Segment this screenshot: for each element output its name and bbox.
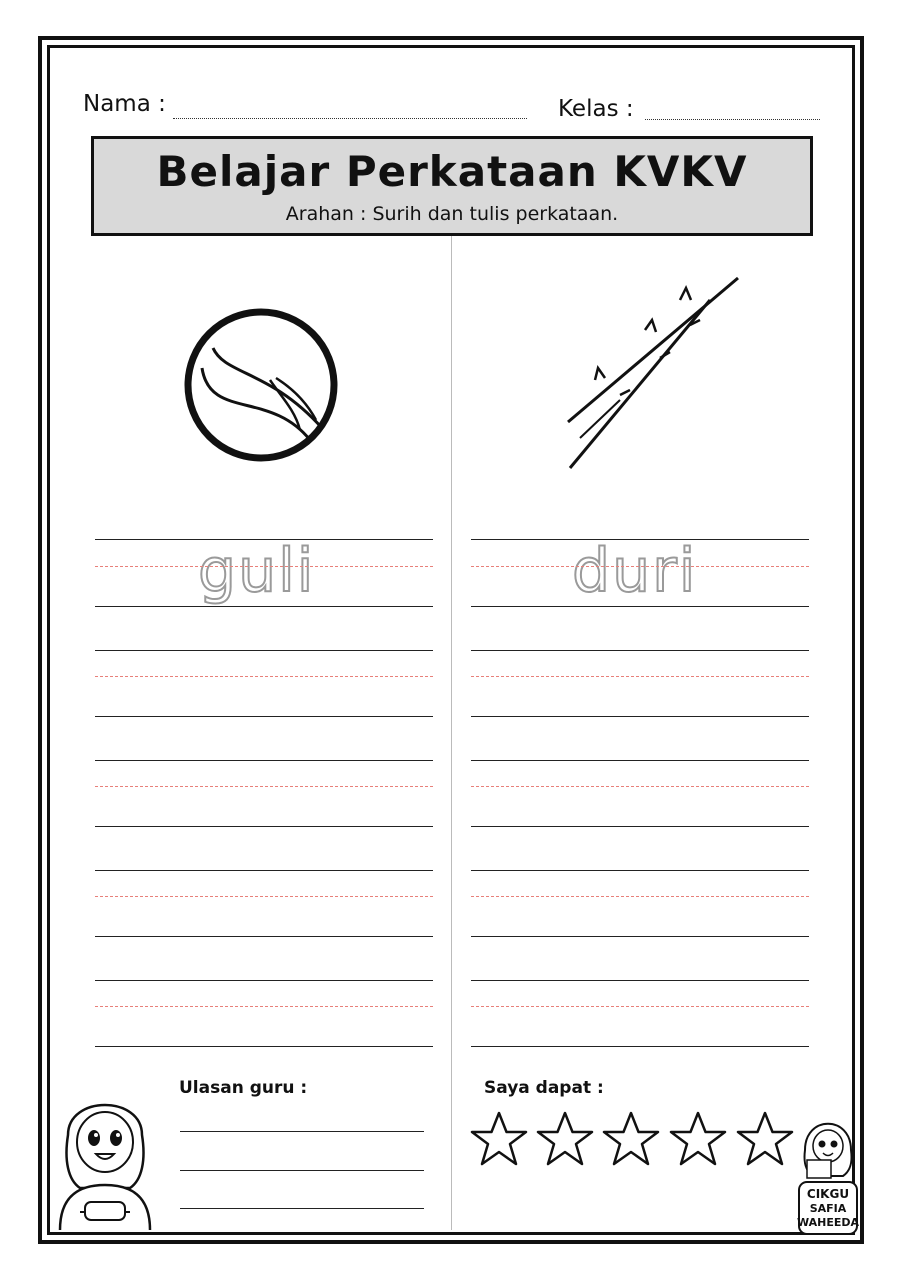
class-label: Kelas : — [558, 96, 634, 122]
girl-illustration-icon — [50, 1080, 160, 1232]
column-divider — [451, 236, 452, 1230]
brand-line-2: SAFIA — [809, 1202, 847, 1215]
star-icon[interactable] — [468, 1110, 530, 1170]
title-box — [91, 136, 813, 236]
star-icon[interactable] — [534, 1110, 596, 1170]
brand-line-3: WAHEEDA — [796, 1216, 860, 1229]
instruction-text: Arahan : Surih dan tulis perkataan. — [285, 203, 619, 225]
star-icon[interactable] — [734, 1110, 796, 1170]
rating-label: Saya dapat : — [484, 1078, 604, 1098]
trace-word-duri: duri — [572, 536, 698, 606]
thorn-branch-icon — [560, 270, 750, 475]
brand-mascot-icon — [795, 1110, 861, 1235]
marble-icon — [180, 300, 345, 470]
star-icon[interactable] — [667, 1110, 729, 1170]
brand-line-1: CIKGU — [806, 1187, 850, 1201]
teacher-comment-label: Ulasan guru : — [179, 1078, 308, 1098]
class-field[interactable] — [645, 105, 820, 120]
name-label: Nama : — [83, 91, 166, 117]
star-icon[interactable] — [600, 1110, 662, 1170]
page-title: Belajar Perkataan KVKV — [156, 147, 748, 196]
name-field[interactable] — [173, 104, 527, 119]
trace-word-guli: guli — [198, 536, 316, 606]
